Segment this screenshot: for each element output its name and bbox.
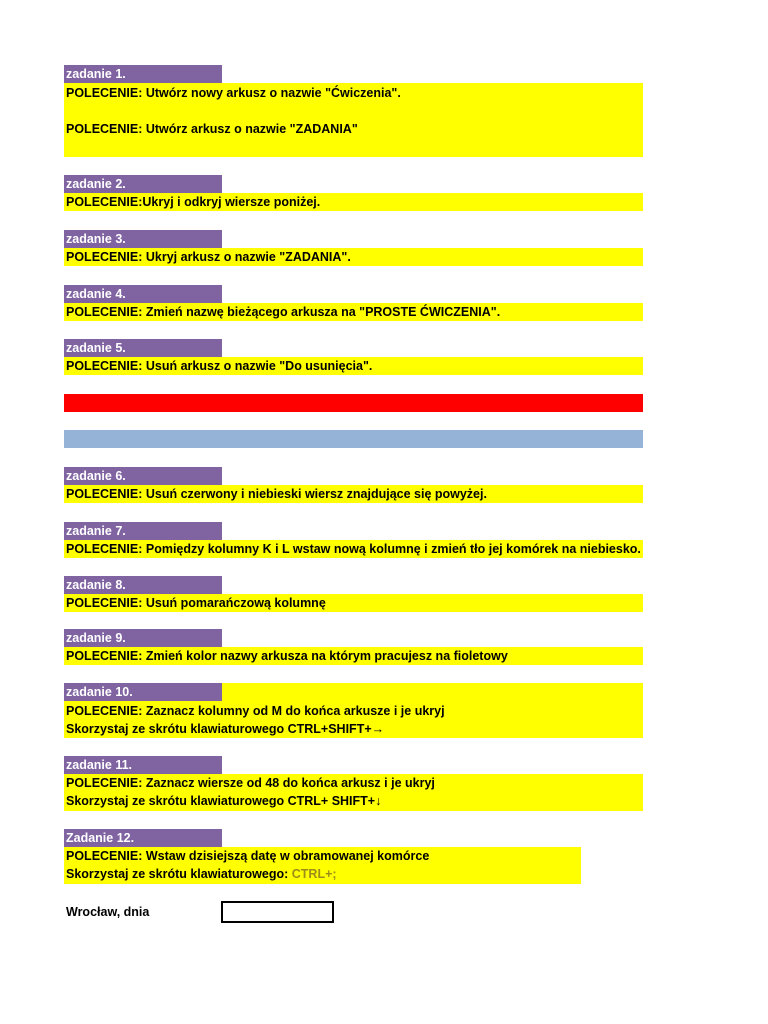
- task-instruction-block: [64, 357, 643, 375]
- task-instruction: Skorzystaj ze skrótu klawiaturowego CTRL+SHIFT+→: [66, 722, 385, 736]
- task-label: zadanie 7.: [64, 522, 222, 540]
- task-instruction: POLECENIE: Usuń czerwony i niebieski wiersz znajdujące się powyżej.: [66, 487, 487, 501]
- task-instruction-block: [64, 540, 643, 558]
- task-instruction: POLECENIE:Ukryj i odkryj wiersze poniżej.: [66, 195, 321, 209]
- task-instruction: POLECENIE: Utwórz arkusz o nazwie "ZADANIA": [66, 122, 358, 136]
- task-instruction-block: [64, 193, 643, 211]
- task-label: zadanie 3.: [64, 230, 222, 248]
- task-label: zadanie 1.: [64, 65, 222, 83]
- red-row[interactable]: [64, 394, 643, 412]
- task-label: zadanie 4.: [64, 285, 222, 303]
- task-instruction: POLECENIE: Utwórz nowy arkusz o nazwie "Ćwiczenia".: [66, 86, 401, 100]
- date-cell[interactable]: [221, 901, 334, 923]
- task-instruction-block: [64, 774, 643, 811]
- task-instruction-block: [64, 248, 643, 266]
- task-instruction: POLECENIE: Usuń arkusz o nazwie "Do usunięcia".: [66, 359, 373, 373]
- task-instruction: Skorzystaj ze skrótu klawiaturowego:: [66, 867, 292, 881]
- task-instruction-block: [64, 485, 643, 503]
- task-instruction: POLECENIE: Zmień kolor nazwy arkusza na którym pracujesz na fioletowy: [66, 649, 508, 663]
- task-instruction: POLECENIE: Zaznacz kolumny od M do końca arkusze i je ukryj: [66, 704, 445, 718]
- task-instruction-block: [64, 303, 643, 321]
- task-instruction: POLECENIE: Wstaw dzisiejszą datę w obramowanej komórce: [66, 849, 430, 863]
- task-label: zadanie 5.: [64, 339, 222, 357]
- task-label: zadanie 10.: [64, 683, 222, 701]
- task-label: zadanie 8.: [64, 576, 222, 594]
- task-instruction: POLECENIE: Usuń pomarańczową kolumnę: [66, 596, 326, 610]
- task-instruction: POLECENIE: Zmień nazwę bieżącego arkusza na "PROSTE ĆWICZENIA".: [66, 305, 501, 319]
- task-label: zadanie 2.: [64, 175, 222, 193]
- task-label: zadanie 9.: [64, 629, 222, 647]
- city-date-label: Wrocław, dnia: [66, 905, 150, 919]
- shortcut-text: CTRL+;: [291, 867, 337, 881]
- task-instruction: POLECENIE: Pomiędzy kolumny K i L wstaw nową kolumnę i zmień tło jej komórek na niebiesko.: [66, 542, 641, 556]
- task-instruction: POLECENIE: Ukryj arkusz o nazwie "ZADANIA".: [66, 250, 351, 264]
- task-instruction-block: [64, 594, 643, 612]
- task-instruction: Skorzystaj ze skrótu klawiaturowego CTRL+ SHIFT+↓: [66, 794, 382, 808]
- blue-row[interactable]: [64, 430, 643, 448]
- task-instruction-block: [64, 647, 643, 665]
- task-label: zadanie 11.: [64, 756, 222, 774]
- task-label: zadanie 6.: [64, 467, 222, 485]
- task-instruction: POLECENIE: Zaznacz wiersze od 48 do końca arkusz i je ukryj: [66, 776, 435, 790]
- task-instruction-block: [64, 847, 581, 884]
- task-label: Zadanie 12.: [64, 829, 222, 847]
- task-instruction-with-shortcut: [66, 865, 337, 883]
- task-instruction-block: [64, 83, 643, 157]
